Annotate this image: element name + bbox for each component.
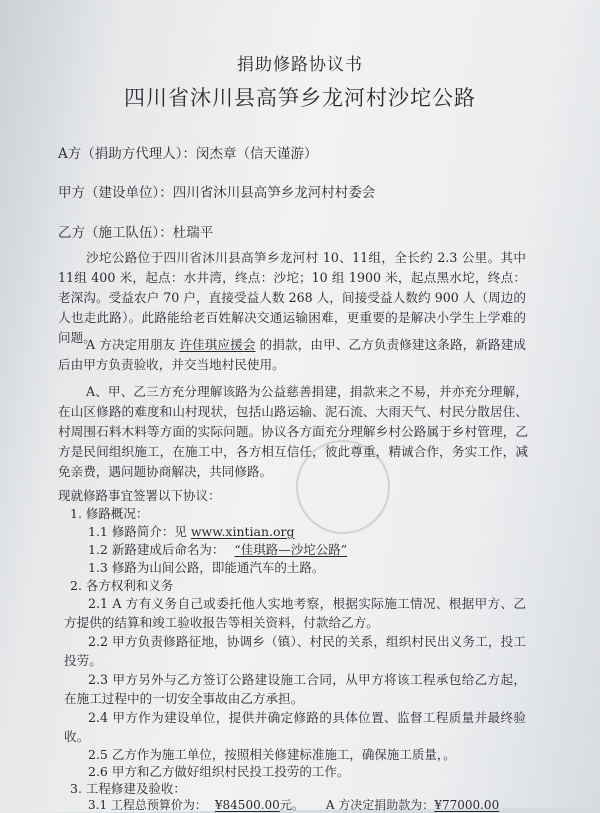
section-1-heading: 1. 修路概况：	[70, 506, 149, 521]
donation-amount: ¥77000.00	[434, 798, 500, 812]
budget-amount: ¥84500.00	[214, 798, 280, 812]
document-title: 捐助修路协议书	[237, 55, 363, 75]
clause-2-2: 2.2 甲方负责修路征地，协调乡（镇）、村民的关系，组织村民出义务工，投工投劳。	[64, 634, 526, 668]
clause-3-1-label: 3.1 工程总预算价为：	[88, 798, 207, 812]
party-a-line: A方（捐助方代理人）：闵杰章（信天谨游）	[58, 146, 318, 162]
clause-1-1-label: 1.1 修路简介：见	[88, 524, 191, 539]
paragraph-road-overview: 沙坨公路位于四川省沐川县高笋乡龙河村 10、11组，全长约 2.3 公里。其中11组 400 米，起点：水井湾，终点：沙坨；10 组 1900 米，起点黑水坨，终点：老深沟。受益农户 70 户，直接受益人数 268 人，间接受益人数约 900 人（周边的人也走此路）。此路能给老百姓解决交通运输困难，更重要的是解决小学生上学难的问题。	[58, 250, 526, 345]
clause-2-3: 2.3 甲方另外与乙方签订公路建设施工合同，从甲方将该工程承包给乙方起，在施工过程中的一切安全事故由乙方承担。	[64, 672, 526, 706]
clause-1-1	[88, 522, 295, 540]
document-subtitle: 四川省沐川县高笋乡龙河村沙坨公路	[124, 86, 476, 110]
party-yi-line: 乙方（施工队伍）：杜瑞平	[58, 225, 214, 241]
clause-3-1	[88, 796, 499, 813]
clause-2-4: 2.4 甲方作为建设单位，提供并确定修路的具体位置、监督工程质量并最终验收。	[64, 710, 526, 744]
donation-text-post: 的捐款，由甲、乙方负责修建这条路，新路建成后由甲方负责验收，并交当地村民使用。	[58, 337, 527, 372]
agreement-intro: 现就修路事宜签署以下协议：	[58, 488, 221, 503]
donation-text-pre: A 方决定用朋友	[86, 337, 176, 352]
donor-group-name: 许佳琪应援会	[179, 337, 256, 352]
section-2-heading: 2. 各方权利和义务	[70, 578, 174, 593]
website-link[interactable]: www.xintian.org	[190, 524, 295, 539]
clause-2-6: 2.6 甲方和乙方做好组织村民投工投劳的工作。	[88, 764, 350, 779]
donation-label: A 方决定捐助款为：	[325, 798, 435, 812]
clause-1-2	[88, 540, 347, 558]
paragraph-mutual-understanding: A、甲、乙三方充分理解该路为公益慈善捐建，捐款来之不易，并亦充分理解，在山区修路的难度和山村现状，包括山路运输、泥石流、大雨天气、村民分散居住、村周围石料木料等方面的实际问题。协议各方面充分理解乡村公路属于乡村管理，乙方是民间组织施工，在施工中，各方相互信任，彼此尊重，精诚合作，务实工作，减免亲费，遇问题协商解决，共同修路。	[58, 384, 528, 479]
clause-1-3: 1.3 修路为山间公路，即能通汽车的土路。	[88, 560, 325, 575]
clause-1-2-label: 1.2 新路建成后命名为：	[88, 542, 225, 557]
clause-2-1: 2.1 A 方有义务自己或委托他人实地考察，根据实际施工情况、根据甲方、乙方提供的结算和竣工验收报告等相关资料，付款给乙方。	[64, 596, 526, 630]
section-3-heading: 3. 工程修建及验收：	[70, 781, 186, 796]
paragraph-donation-decision	[58, 335, 526, 375]
budget-unit: 元。	[279, 798, 304, 812]
road-name: “佳琪路—沙坨公路”	[234, 542, 348, 557]
clause-2-5: 2.5 乙方作为施工单位，按照相关修建标准施工，确保施工质量，。	[88, 747, 456, 762]
party-jia-line: 甲方（建设单位）：四川省沐川县高笋乡龙河村村委会	[58, 185, 376, 201]
